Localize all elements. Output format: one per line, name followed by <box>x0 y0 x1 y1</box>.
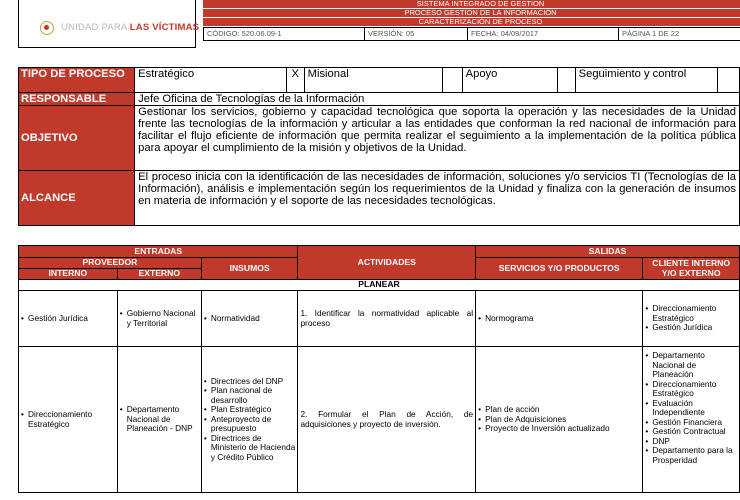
activity-cell: 1. Identificar la normatividad aplicable al proceso <box>298 291 476 347</box>
tipo-misional: Misional <box>304 68 442 93</box>
alcance-label: ALCANCE <box>19 171 135 226</box>
list-item: • Departamento Nacional de Planeación <box>645 351 737 380</box>
list-item: • DNP <box>645 437 737 447</box>
clientes-list <box>645 304 737 333</box>
process-table <box>18 245 740 493</box>
list-item: • Gestión Jurídica <box>21 314 115 324</box>
interno-list <box>21 410 115 429</box>
list-item: • Normograma <box>478 314 640 324</box>
clientes-list <box>645 351 737 465</box>
table-row <box>19 291 740 347</box>
list-item: • Direccionamiento Estratégico <box>645 380 737 399</box>
characterization-title: CARACTERIZACIÓN DE PROCESO <box>203 18 740 26</box>
externo-list <box>120 405 199 434</box>
logo-block <box>18 0 200 48</box>
logo-text: UNIDAD PARA LAS VÍCTIMAS <box>61 22 200 33</box>
process-info-table <box>18 67 740 226</box>
tipo-apoyo: Apoyo <box>462 68 557 93</box>
list-item: • Direccionamiento Estratégico <box>645 304 737 323</box>
list-item: • Gestión Jurídica <box>645 323 737 333</box>
tipo-seguimiento-box <box>717 68 739 93</box>
interno-list <box>21 314 115 324</box>
servicios-header: SERVICIOS Y/O PRODUCTOS <box>476 258 643 280</box>
section-planear: PLANEAR <box>19 280 740 291</box>
list-item: • Plan Estratégico <box>204 405 296 415</box>
tipo-estrategico: Estratégico <box>135 68 287 93</box>
entradas-header: ENTRADAS <box>19 246 298 258</box>
tipo-label: TIPO DE PROCESO <box>19 68 135 93</box>
proveedor-header: PROVEEDOR <box>19 258 202 269</box>
responsable-label: RESPONSABLE <box>19 93 135 106</box>
list-item: • Gobierno Nacional y Territorial <box>120 309 199 328</box>
document-header <box>18 0 740 48</box>
list-item: • Departamento Nacional de Planeación - DNP <box>120 405 199 434</box>
externo-header: EXTERNO <box>117 269 201 280</box>
list-item: • Proyecto de Inversión actualizado <box>478 424 640 434</box>
alcance-text: El proceso inicia con la identificación de las necesidades de información, soluciones y/o servicios TI (Tecnologías de la Información), análisis e implementación según los requerimientos de la Unidad y finaliza con la generación de insumos en materia de información y el soporte de las necesidades tecnológicas. <box>135 171 740 226</box>
responsable-value: Jefe Oficina de Tecnologías de la Información <box>135 93 740 106</box>
productos-list <box>478 405 640 434</box>
salidas-header: SALIDAS <box>476 246 740 258</box>
list-item: • Evaluación Independiente <box>645 399 737 418</box>
table-row <box>19 347 740 493</box>
tipo-misional-box <box>442 68 462 93</box>
insumos-list <box>204 377 296 463</box>
date-cell: FECHA: 04/09/2017 <box>467 28 618 40</box>
activity-cell: 2. Formular el Plan de Acción, de adquisiciones y proyecto de inversión. <box>298 347 476 493</box>
list-item: • Departamento para la Prosperidad <box>645 446 737 465</box>
page-number-cell: PÁGINA 1 DE 22 <box>618 28 740 40</box>
list-item: • Directrices de Ministerio de Hacienda y Crédito Público <box>204 434 296 463</box>
code-cell: CÓDIGO: 520.06.09-1 <box>203 28 364 40</box>
list-item: • Directrices del DNP <box>204 377 296 387</box>
tipo-mark: X <box>286 68 304 93</box>
tipo-seguimiento: Seguimiento y control <box>575 68 717 93</box>
insumos-list <box>204 314 296 324</box>
actividades-header: ACTIVIDADES <box>298 246 476 280</box>
list-item: • Direccionamiento Estratégico <box>21 410 115 429</box>
productos-list <box>478 314 640 324</box>
header-meta-row <box>203 27 740 41</box>
insumos-header: INSUMOS <box>201 258 298 280</box>
list-item: • Normatividad <box>204 314 296 324</box>
objetivo-label: OBJETIVO <box>19 106 135 171</box>
seal-icon <box>40 21 54 35</box>
tipo-apoyo-box <box>557 68 575 93</box>
externo-list <box>120 309 199 328</box>
objetivo-text: Gestionar los servicios, gobierno y capacidad tecnológica que soporta la operación y las necesidades de la Unidad frente las tecnologías de la información y articular a las entidades que conforman la red nacional de información para facilitar el flujo eficiente de información que permita realizar el seguimiento a la implementación de la política pública para apoyar el cumplimiento de la misión y objetivos de la Unidad. <box>135 106 740 171</box>
process-title: PROCESO GESTIÓN DE LA INFORMACIÓN <box>203 9 740 17</box>
list-item: • Plan de acción <box>478 405 640 415</box>
list-item: • Plan nacional de desarrollo <box>204 386 296 405</box>
system-title: SISTEMA INTEGRADO DE GESTION <box>203 0 740 8</box>
version-cell: VERSIÓN: 05 <box>364 28 467 40</box>
cliente-header: CLIENTE INTERNO Y/O EXTERNO <box>643 258 740 280</box>
list-item: • Anteproyecto de presupuesto <box>204 415 296 434</box>
list-item: • Gestión Financiera <box>645 418 737 428</box>
list-item: • Plan de Adquisiciones <box>478 415 640 425</box>
list-item: • Gestión Contractual <box>645 427 737 437</box>
interno-header: INTERNO <box>19 269 118 280</box>
